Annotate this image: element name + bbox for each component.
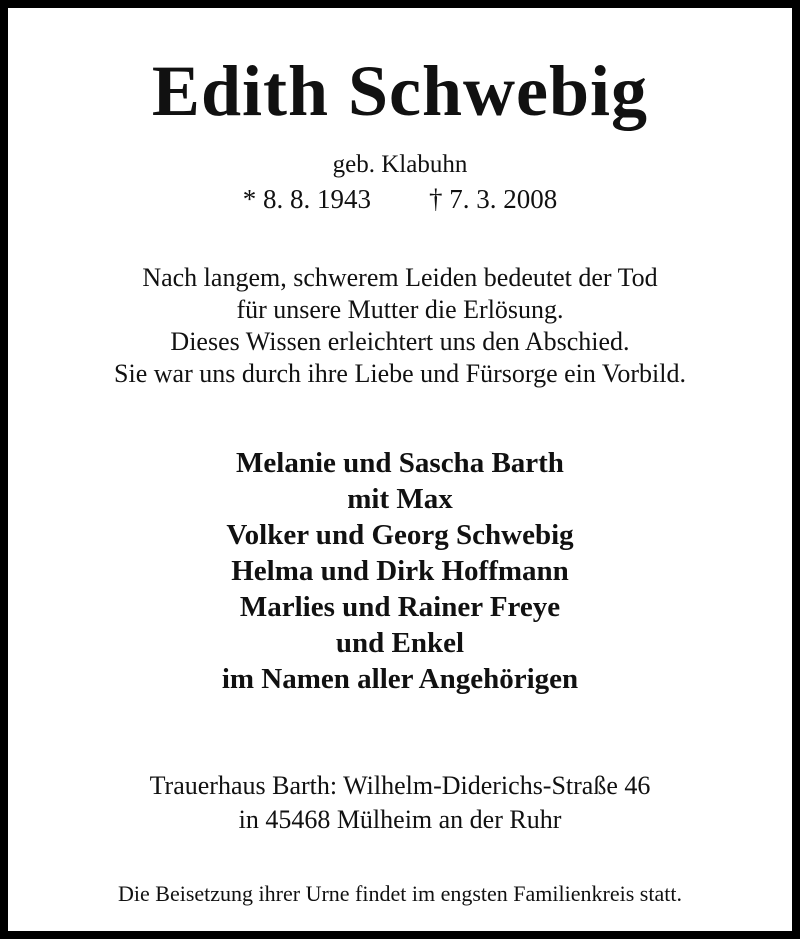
message-line-1: Nach langem, schwerem Leiden bedeutet der Tod [142,263,658,292]
message-line-3: Dieses Wissen erleichtert uns den Abschied. [170,327,630,356]
family-line-3: Volker und Georg Schwebig [226,519,574,551]
message-line-4: Sie war uns durch ihre Liebe und Fürsorge ein Vorbild. [114,359,686,388]
life-dates [8,183,792,215]
deceased-name: Edith Schwebig [151,51,649,131]
family-line-5: Marlies und Rainer Freye [239,591,561,623]
family-line-2: mit Max [347,483,453,515]
address-line-2: in 45468 Mülheim an der Ruhr [238,805,562,834]
family-line-4: Helma und Dirk Hoffmann [231,555,569,587]
death-date: † 7. 3. 2008 [429,184,558,214]
family-line-1: Melanie und Sascha Barth [236,447,564,479]
message-line-2: für unsere Mutter die Erlösung. [236,295,564,324]
family-line-7: im Namen aller Angehörigen [221,663,579,695]
burial-note: Die Beisetzung ihrer Urne findet im engsten Familienkreis statt. [118,881,682,906]
birth-date: * 8. 8. 1943 [242,184,371,214]
birth-name: geb. Klabuhn [332,151,468,178]
family-line-6: und Enkel [335,627,465,659]
address-line-1: Trauerhaus Barth: Wilhelm-Diderichs-Straße 46 [149,771,651,800]
